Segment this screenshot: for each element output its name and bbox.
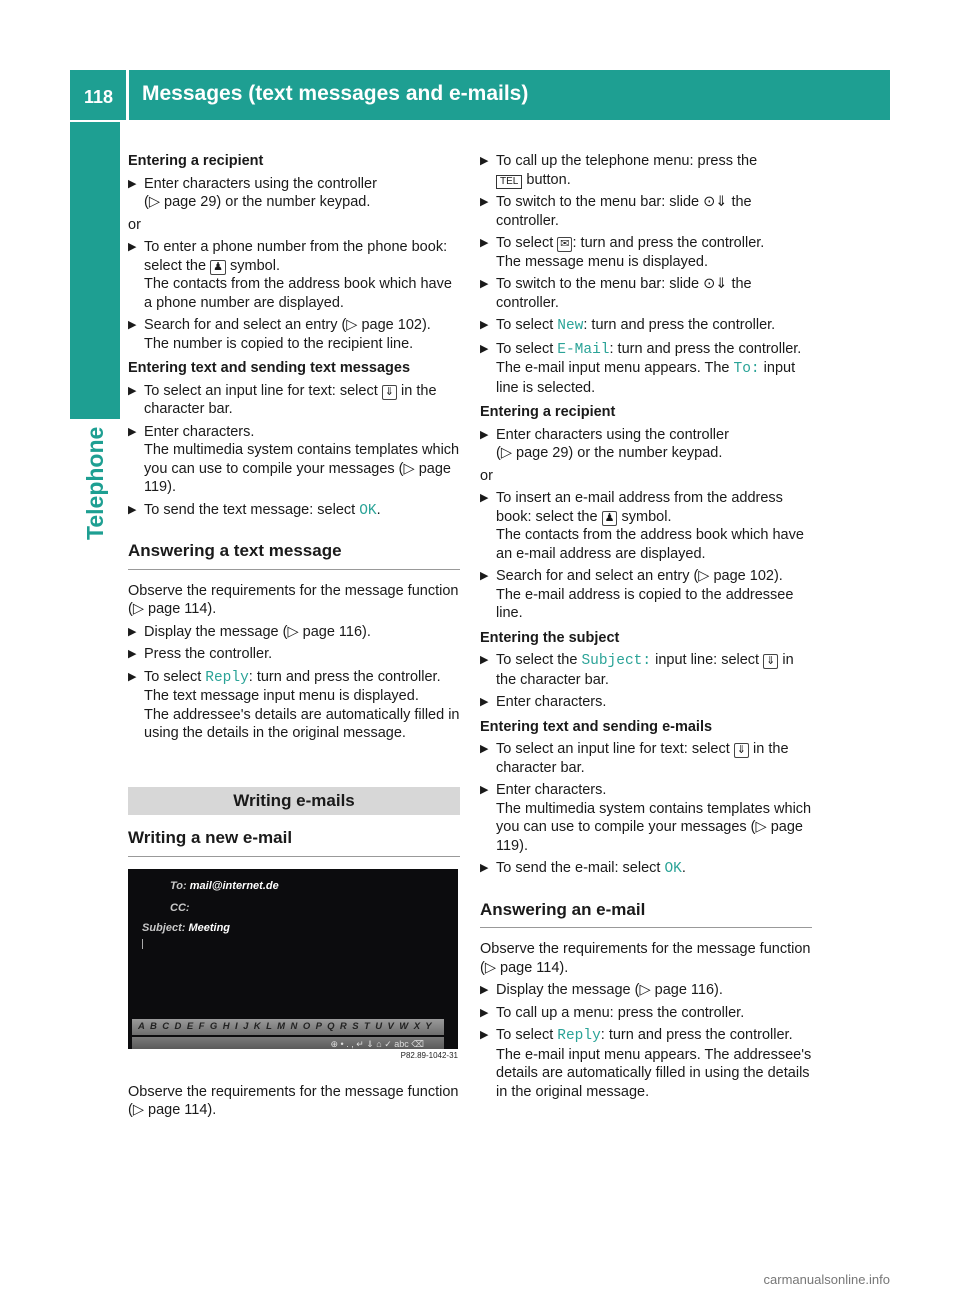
arrow-icon: ▶ bbox=[480, 342, 489, 355]
arrow-icon: ▶ bbox=[480, 319, 489, 331]
section-writing-emails: Writing e-mails bbox=[128, 787, 460, 816]
screen-to-line: To: mail@internet.de bbox=[170, 879, 279, 892]
arrow-icon: ▶ bbox=[480, 428, 489, 441]
envelope-icon: ✉ bbox=[557, 237, 572, 252]
step: ▶ To enter a phone number from the phone book: select the ♟ symbol. The contacts from the address book which have a phone number are displayed. bbox=[128, 239, 452, 311]
screen-subject-line: Subject: Meeting bbox=[142, 921, 231, 934]
observe-text: Observe the requirements for the message function (▷ page 114). bbox=[480, 941, 811, 976]
arrow-icon: ▶ bbox=[128, 648, 137, 660]
arrow-icon: ▶ bbox=[480, 784, 489, 796]
contact-icon: ♟ bbox=[210, 260, 226, 275]
step: ▶ Enter characters using the controller (▷ page 29) or the number keypad. bbox=[480, 426, 729, 461]
step: ▶ Search for and select an entry (▷ page 102). The number is copied to the recipient line. bbox=[128, 317, 431, 352]
subhead-entering-text-emails: Entering text and sending e-mails bbox=[480, 718, 713, 735]
arrow-icon: ▶ bbox=[480, 155, 489, 167]
arrow-icon: ▶ bbox=[128, 241, 137, 253]
step: ▶ Enter characters using the controller (▷ page 29) or the number keypad. bbox=[128, 175, 377, 210]
arrow-icon: ▶ bbox=[128, 177, 137, 190]
screen-caption: P82.89-1042-31 bbox=[128, 1049, 458, 1063]
step: ▶ To select New: turn and press the controller. bbox=[480, 317, 776, 334]
step: ▶ Enter characters. The multimedia system contains templates which you can use to compile your messages (▷ page 119). bbox=[480, 782, 812, 854]
step: ▶ To send the text message: select OK. bbox=[128, 501, 381, 519]
arrow-icon: ▶ bbox=[480, 570, 489, 582]
arrow-icon: ▶ bbox=[480, 278, 489, 290]
page-header bbox=[70, 70, 890, 120]
arrow-icon: ▶ bbox=[128, 625, 137, 638]
screen-symbol-bar: ⊕ • . , ↵ ⇓ ⌂ ✓ abc ⌫ bbox=[132, 1037, 444, 1051]
down-arrow-icon: ⇓ bbox=[734, 743, 749, 758]
screen-character-bar: A B C D E F G H I J K L M N O P Q R S T U V W X Y bbox=[132, 1019, 444, 1035]
step: ▶ Enter characters. The multimedia system contains templates which you can use to compile your messages (▷ page 119). bbox=[128, 423, 460, 495]
step: ▶ To select an input line for text: select ⇓ in the character bar. bbox=[480, 741, 789, 776]
subhead-entering-recipient: Entering a recipient bbox=[128, 153, 264, 169]
arrow-icon: ▶ bbox=[128, 384, 137, 397]
heading-writing-new: Writing a new e-mail bbox=[128, 829, 460, 857]
arrow-icon: ▶ bbox=[480, 1006, 489, 1019]
heading-answering-email: Answering an e-mail bbox=[480, 901, 812, 929]
or-text: or bbox=[128, 216, 141, 233]
screen-cursor bbox=[142, 939, 143, 949]
page-title: Messages (text messages and e-mails) bbox=[142, 82, 529, 105]
step: ▶ To select E-Mail: turn and press the controller. The e-mail input menu appears. The To: input line is selected. bbox=[480, 340, 802, 396]
down-arrow-icon: ⇓ bbox=[382, 385, 397, 400]
observe-text: Observe the requirements for the message function (▷ page 114). bbox=[128, 1083, 459, 1118]
step: ▶ To insert an e-mail address from the address book: select the ♟ symbol. The contacts from the address book which have an e-mail address are displayed. bbox=[480, 490, 804, 562]
right-column bbox=[480, 152, 812, 1105]
heading-answering-text: Answering a text message bbox=[128, 542, 460, 570]
arrow-icon: ▶ bbox=[480, 696, 489, 708]
arrow-icon: ▶ bbox=[480, 654, 489, 666]
step: ▶ To call up a menu: press the controller. bbox=[480, 1004, 745, 1021]
step: ▶ To select an input line for text: select ⇓ in the character bar. bbox=[128, 382, 437, 417]
step: ▶ To call up the telephone menu: press the TEL button. bbox=[480, 153, 758, 188]
subhead-entering-recipient: Entering a recipient bbox=[480, 404, 616, 420]
arrow-icon: ▶ bbox=[128, 503, 137, 516]
chapter-tab bbox=[70, 122, 120, 419]
screen-cc-line: CC: bbox=[170, 901, 190, 914]
arrow-icon: ▶ bbox=[480, 196, 489, 208]
arrow-icon: ▶ bbox=[480, 743, 489, 755]
or-text: or bbox=[480, 467, 493, 484]
step: ▶ Display the message (▷ page 116). bbox=[128, 623, 371, 640]
arrow-icon: ▶ bbox=[480, 492, 489, 504]
chapter-label: Telephone bbox=[82, 426, 108, 540]
step: ▶ Display the message (▷ page 116). bbox=[480, 982, 723, 998]
arrow-icon: ▶ bbox=[128, 319, 137, 331]
down-arrow-icon: ⇓ bbox=[763, 654, 778, 669]
contact-icon: ♟ bbox=[602, 511, 618, 526]
email-screen-image bbox=[128, 869, 458, 1063]
step: ▶ Enter characters. bbox=[480, 694, 607, 710]
arrow-icon: ▶ bbox=[480, 1029, 489, 1041]
step: ▶ To switch to the menu bar: slide ⊙⇓ the controller. bbox=[480, 194, 752, 229]
step: ▶ To select Reply: turn and press the controller. The text message input menu is displayed. The addressee's details are automatically filled in using the details in the original message. bbox=[128, 668, 460, 741]
step: ▶ Search for and select an entry (▷ page 102). The e-mail address is copied to the addressee line. bbox=[480, 568, 794, 621]
arrow-icon: ▶ bbox=[480, 237, 489, 249]
left-column bbox=[128, 152, 460, 1124]
arrow-icon: ▶ bbox=[480, 984, 489, 996]
arrow-icon: ▶ bbox=[128, 425, 137, 438]
page-number: 118 bbox=[84, 87, 114, 107]
step: ▶ To select the Subject: input line: select ⇓ in the character bar. bbox=[480, 652, 794, 688]
step: ▶ To select Reply: turn and press the controller. The e-mail input menu appears. The addressee's details are automatically filled in using the details in the original message. bbox=[480, 1027, 812, 1100]
header-divider bbox=[126, 70, 129, 120]
subhead-entering-subject: Entering the subject bbox=[480, 629, 620, 646]
observe-text: Observe the requirements for the message function (▷ page 114). bbox=[128, 582, 459, 617]
step: ▶ Press the controller. bbox=[128, 646, 273, 662]
tel-key-icon: TEL bbox=[496, 175, 522, 189]
watermark: carmanualsonline.info bbox=[763, 1272, 890, 1287]
step: ▶ To switch to the menu bar: slide ⊙⇓ the controller. bbox=[480, 276, 752, 311]
step: ▶ To select ✉ : turn and press the controller. The message menu is displayed. bbox=[480, 235, 765, 270]
step: ▶ To send the e-mail: select OK. bbox=[480, 860, 686, 877]
arrow-icon: ▶ bbox=[480, 862, 489, 874]
subhead-entering-text: Entering text and sending text messages bbox=[128, 360, 411, 376]
arrow-icon: ▶ bbox=[128, 670, 137, 683]
